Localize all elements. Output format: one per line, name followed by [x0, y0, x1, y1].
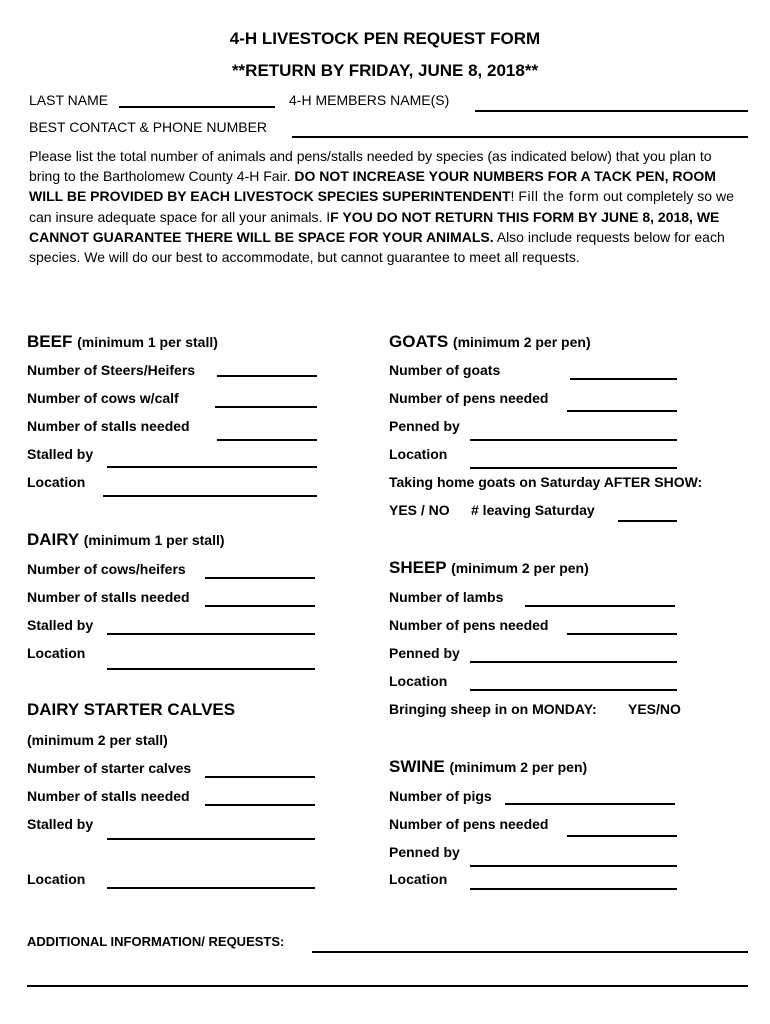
sheep-pens-field[interactable]: [567, 633, 677, 635]
additional-info-field-2[interactable]: [27, 985, 748, 987]
dairy-starter-heading: DAIRY STARTER CALVES: [27, 700, 236, 719]
sheep-location-label: Location: [389, 673, 448, 689]
beef-stalled-by-field[interactable]: [107, 466, 317, 468]
members-name-label: 4-H MEMBERS NAME(S): [289, 92, 450, 108]
return-deadline: **RETURN BY FRIDAY, JUNE 8, 2018**: [231, 61, 539, 80]
dairy-stalled-by-field[interactable]: [107, 633, 315, 635]
beef-location-label: Location: [27, 474, 86, 490]
dairy-location-field[interactable]: [107, 668, 315, 670]
sheep-monday-question: Bringing sheep in on MONDAY:: [389, 701, 597, 717]
goats-location-label: Location: [389, 446, 448, 462]
beef-heading: BEEF (minimum 1 per stall): [27, 332, 218, 351]
sheep-lambs-field[interactable]: [525, 605, 675, 607]
dairy-stalled-by-label: Stalled by: [27, 617, 94, 633]
goats-leaving-field[interactable]: [618, 520, 677, 522]
swine-location-field[interactable]: [470, 888, 677, 890]
sheep-lambs-label: Number of lambs: [389, 589, 504, 605]
members-name-field[interactable]: [475, 110, 748, 112]
dairy-cows-label: Number of cows/heifers: [27, 561, 186, 577]
sheep-yes-no[interactable]: YES/NO: [628, 701, 681, 717]
goats-leaving-label: # leaving Saturday: [471, 502, 595, 518]
beef-steers-field[interactable]: [217, 375, 317, 377]
starter-location-label: Location: [27, 871, 86, 887]
goats-heading: GOATS (minimum 2 per pen): [389, 332, 591, 351]
form-title: 4-H LIVESTOCK PEN REQUEST FORM: [229, 29, 541, 48]
additional-info-field-1[interactable]: [312, 951, 748, 953]
beef-steers-label: Number of Steers/Heifers: [27, 362, 196, 378]
dairy-cows-field[interactable]: [205, 577, 315, 579]
swine-pigs-field[interactable]: [505, 803, 675, 805]
beef-stalled-by-label: Stalled by: [27, 446, 94, 462]
beef-cows-calf-field[interactable]: [215, 406, 317, 408]
goats-location-field[interactable]: [470, 467, 677, 469]
starter-stalls-field[interactable]: [205, 804, 315, 806]
dairy-stalls-label: Number of stalls needed: [27, 589, 190, 605]
goats-saturday-question: Taking home goats on Saturday AFTER SHOW:: [389, 474, 703, 490]
goats-number-label: Number of goats: [389, 362, 501, 378]
sheep-heading: SHEEP (minimum 2 per pen): [389, 558, 589, 577]
swine-heading: SWINE (minimum 2 per pen): [389, 757, 588, 776]
beef-stalls-field[interactable]: [217, 439, 317, 441]
beef-stalls-label: Number of stalls needed: [27, 418, 190, 434]
dairy-starter-sub: (minimum 2 per stall): [27, 732, 168, 748]
sheep-penned-by-label: Penned by: [389, 645, 460, 661]
goats-pens-label: Number of pens needed: [389, 390, 549, 406]
dairy-stalls-field[interactable]: [205, 605, 315, 607]
instructions-paragraph: Please list the total number of animals and pens/stalls needed by species (as indicated below) that you plan to bring to the Bartholomew County 4-H Fair. DO NOT INCREASE YOUR NUMBERS FOR A TACK PEN, ROOM WILL BE PROVIDED BY EACH LIVESTOCK SPECIES SUPERINTENDENT! Fill the form out completely so we can insure adequate space for all your animals. IF YOU DO NOT RETURN THIS FORM BY JUNE 8, 2018, WE CANNOT GUARANTEE THERE WILL BE SPACE FOR YOUR ANIMALS. Also include requests below for each species. We will do our best to accommodate, but cannot guarantee to meet all requests.: [29, 148, 734, 266]
beef-cows-calf-label: Number of cows w/calf: [27, 390, 179, 406]
goats-yes-no[interactable]: YES / NO: [389, 502, 450, 518]
best-contact-field[interactable]: [292, 136, 748, 138]
swine-location-label: Location: [389, 871, 448, 887]
goats-number-field[interactable]: [570, 378, 677, 380]
starter-calves-field[interactable]: [205, 776, 315, 778]
additional-info-label: ADDITIONAL INFORMATION/ REQUESTS:: [27, 934, 285, 949]
beef-location-field[interactable]: [103, 495, 317, 497]
starter-stalls-label: Number of stalls needed: [27, 788, 190, 804]
sheep-pens-label: Number of pens needed: [389, 617, 549, 633]
swine-penned-by-field[interactable]: [470, 865, 677, 867]
dairy-heading: DAIRY (minimum 1 per stall): [27, 530, 225, 549]
swine-penned-by-label: Penned by: [389, 844, 460, 860]
goats-penned-by-field[interactable]: [470, 439, 677, 441]
last-name-field[interactable]: [119, 106, 275, 108]
goats-penned-by-label: Penned by: [389, 418, 460, 434]
last-name-label: LAST NAME: [29, 92, 109, 108]
swine-pens-field[interactable]: [567, 835, 677, 837]
sheep-penned-by-field[interactable]: [470, 661, 677, 663]
swine-pens-label: Number of pens needed: [389, 816, 549, 832]
starter-location-field[interactable]: [107, 887, 315, 889]
dairy-location-label: Location: [27, 645, 86, 661]
starter-calves-label: Number of starter calves: [27, 760, 192, 776]
best-contact-label: BEST CONTACT & PHONE NUMBER: [29, 119, 268, 135]
goats-pens-field[interactable]: [567, 410, 677, 412]
starter-stalled-by-label: Stalled by: [27, 816, 94, 832]
swine-pigs-label: Number of pigs: [389, 788, 492, 804]
starter-stalled-by-field[interactable]: [107, 838, 315, 840]
sheep-location-field[interactable]: [470, 689, 677, 691]
